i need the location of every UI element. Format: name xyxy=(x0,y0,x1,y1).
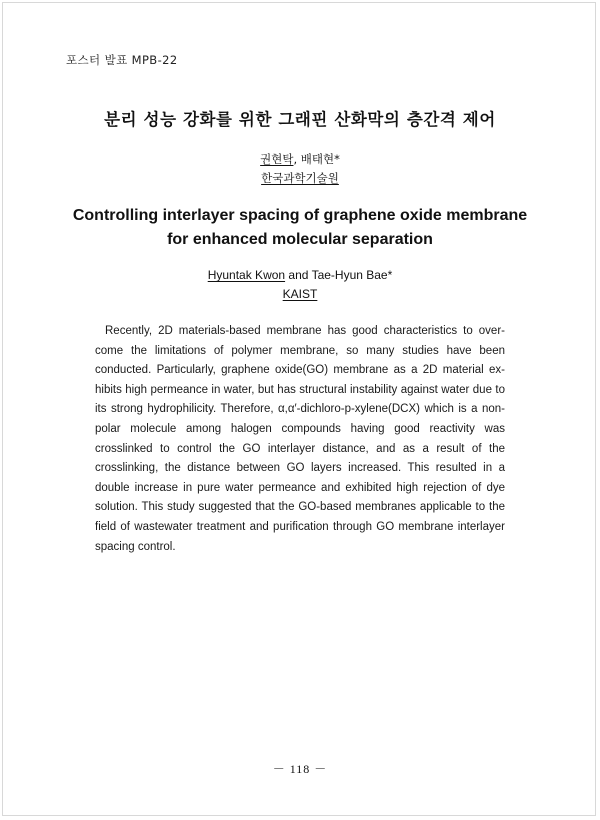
english-authors xyxy=(0,268,600,282)
page-number: － 118 － xyxy=(272,762,328,776)
english-affiliation-text: KAIST xyxy=(282,287,318,301)
english-author-separator: and xyxy=(285,268,312,282)
korean-title: 분리 성능 강화를 위한 그래핀 산화막의 층간격 제어 xyxy=(104,110,496,129)
korean-affiliation: 한국과학기술원 xyxy=(261,171,339,185)
abstract-body: Recently, 2D materials-based membrane has good characteristics to overcome the limitations of polymer membrane, so many studies have been conducted. Particularly, graphene oxide(GO) membrane as a 2D material exhibits high permeance in water, but has structural instability against water due to its strong hydrophilicity. Therefore, α,α′-dichloro-p-xylene(DCX) which is a non-polar molecule among halogen compounds having good reactivity was crosslinked to control the GO interlayer distance, and as a result of the crosslinking, the distance between GO layers increased. This resulted in a double increase in pure water permeance and exhibited high rejection of dye solution. This study suggested that the GO-based membranes applicable to the field of wastewater treatment and purification through GO membrane interlayer spacing control. xyxy=(95,325,505,553)
korean-author-separator: , xyxy=(293,152,301,166)
english-presenting-author: Hyuntak Kwon xyxy=(207,268,286,282)
english-affiliation xyxy=(0,287,600,301)
english-title-line-1: Controlling interlayer spacing of graphene oxide membrane xyxy=(72,207,528,224)
english-title-line-2: for enhanced molecular separation xyxy=(167,231,433,248)
english-corresponding-author: Tae-Hyun Bae* xyxy=(311,268,393,282)
korean-corresponding-author: 배태현* xyxy=(300,152,340,166)
session-label: 포스터 발표 MPB-22 xyxy=(66,53,178,67)
english-title xyxy=(0,204,600,252)
korean-presenting-author: 권현탁 xyxy=(260,152,294,166)
korean-authors xyxy=(0,151,600,167)
